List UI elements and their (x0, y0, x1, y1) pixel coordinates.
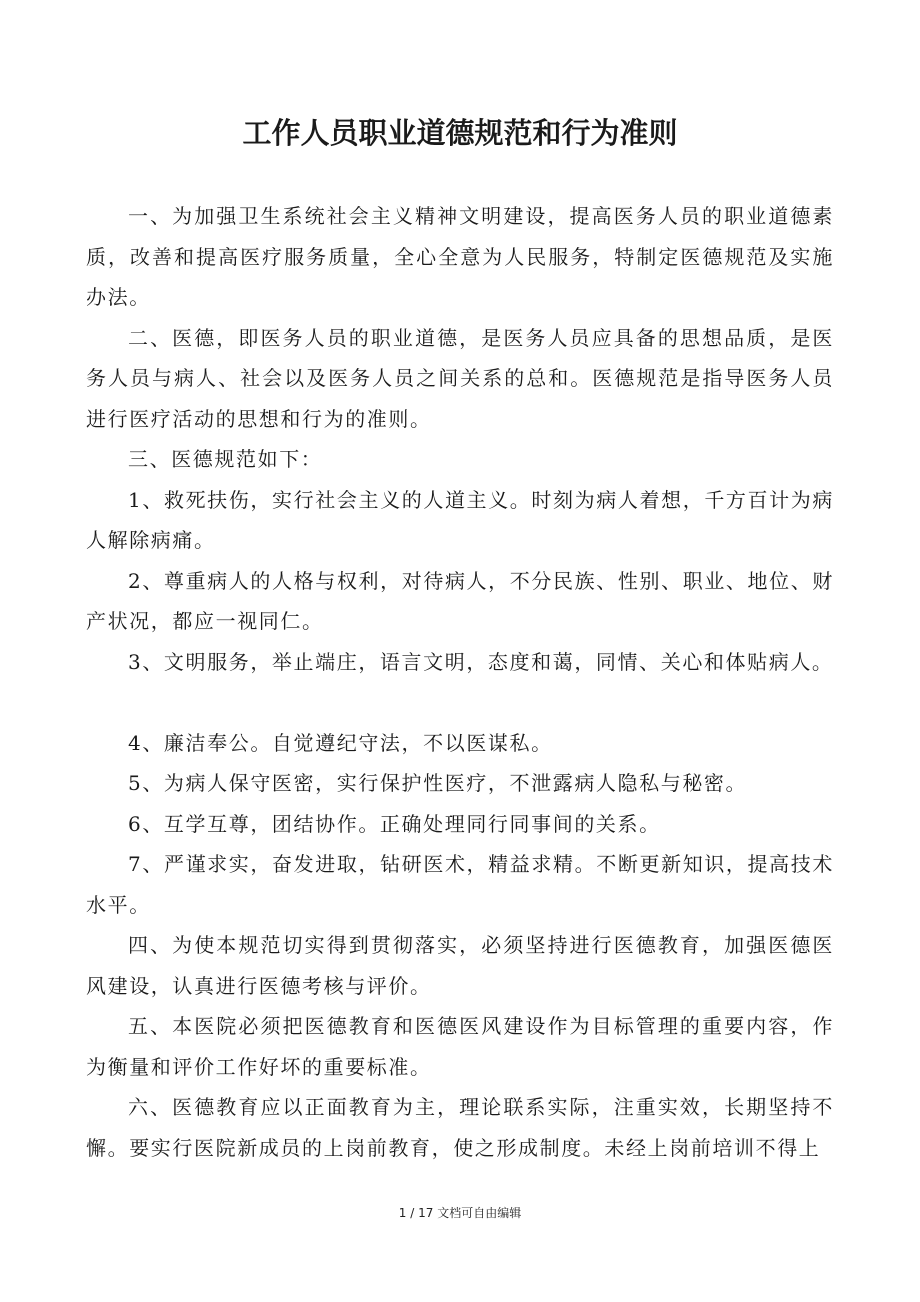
paragraph-5: 2、尊重病人的人格与权利，对待病人，不分民族、性别、职业、地位、财产状况，都应一视同仁。 (86, 568, 834, 633)
page-footer: 1 / 17 文档可自由编辑 (398, 1206, 522, 1220)
paragraph-6: 3、文明服务，举止端庄，语言文明，态度和蔼，同情、关心和体贴病人。 (128, 649, 834, 674)
document-title: 工作人员职业道德规范和行为准则 (242, 116, 678, 150)
paragraph-2: 二、医德，即医务人员的职业道德，是医务人员应具备的思想品质，是医务人员与病人、社会以及医务人员之间关系的总和。医德规范是指导医务人员进行医疗活动的思想和行为的准则。 (86, 325, 834, 431)
paragraph-12: 五、本医院必须把医德教育和医德医风建设作为目标管理的重要内容，作为衡量和评价工作好坏的重要标准。 (86, 1014, 834, 1079)
document-body (86, 196, 834, 1168)
paragraph-11: 四、为使本规范切实得到贯彻落实，必须坚持进行医德教育，加强医德医风建设，认真进行医德考核与评价。 (86, 933, 834, 998)
paragraph-4: 1、救死扶伤，实行社会主义的人道主义。时刻为病人着想，千方百计为病人解除病痛。 (86, 487, 834, 552)
paragraph-13: 六、医德教育应以正面教育为主，理论联系实际，注重实效，长期坚持不懈。要实行医院新成员的上岗前教育，使之形成制度。未经上岗前培训不得上 (86, 1095, 834, 1160)
paragraph-7: 4、廉洁奉公。自觉遵纪守法，不以医谋私。 (128, 730, 553, 755)
paragraph-9: 6、互学互尊，团结协作。正确处理同行同事间的关系。 (128, 811, 661, 836)
paragraph-3: 三、医德规范如下： (128, 447, 323, 471)
paragraph-10: 7、严谨求实，奋发进取，钻研医术，精益求精。不断更新知识，提高技术水平。 (86, 852, 834, 917)
paragraph-1: 一、为加强卫生系统社会主义精神文明建设，提高医务人员的职业道德素质，改善和提高医疗服务质量，全心全意为人民服务，特制定医德规范及实施办法。 (86, 204, 834, 309)
paragraph-8: 5、为病人保守医密，实行保护性医疗，不泄露病人隐私与秘密。 (128, 771, 748, 795)
